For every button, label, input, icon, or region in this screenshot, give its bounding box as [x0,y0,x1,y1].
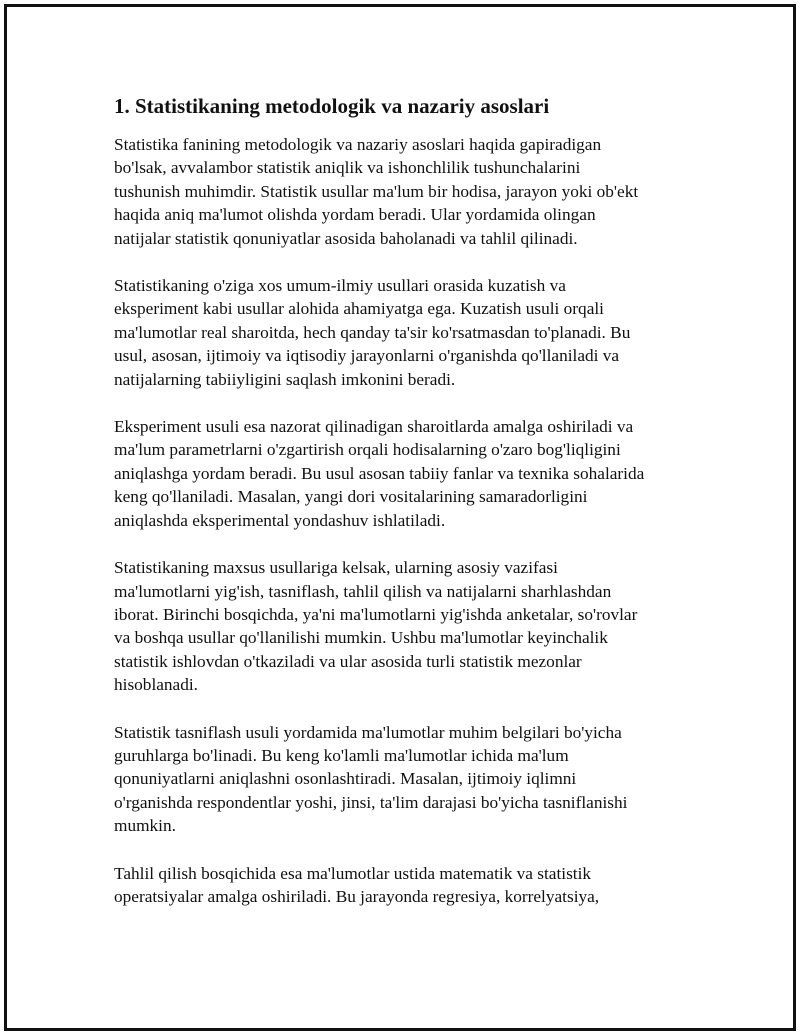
document-content [114,93,689,932]
text-line: aniqlashda eksperimental yondashuv ishlatiladi. [114,510,446,530]
text-line: haqida aniq ma'lumot olishda yordam beradi. Ular yordamida olingan [114,205,596,225]
text-line: operatsiyalar amalga oshiriladi. Bu jarayonda regresiya, korrelyatsiya, [114,886,600,906]
paragraph-4 [114,556,689,696]
text-line: mumkin. [114,816,176,836]
text-line: natijalar statistik qonuniyatlar asosida baholanadi va tahlil qilinadi. [114,228,578,248]
text-line: Eksperiment usuli esa nazorat qilinadigan sharoitlarda amalga oshiriladi va [114,417,634,437]
text-line: Statistikaning maxsus usullariga kelsak, ularning asosiy vazifasi [114,558,558,578]
text-line: natijalarning tabiiyligini saqlash imkonini beradi. [114,369,456,389]
paragraph-1 [114,133,689,250]
text-line: Statistikaning o'ziga xos umum-ilmiy usullari orasida kuzatish va [114,276,566,296]
text-line: ma'lumotlarni yig'ish, tasniflash, tahlil qilish va natijalarni sharhlashdan [114,581,612,601]
text-line: Tahlil qilish bosqichida esa ma'lumotlar ustida matematik va statistik [114,863,592,883]
text-line: statistik ishlovdan o'tkaziladi va ular asosida turli statistik mezonlar [114,651,582,671]
text-line: iborat. Birinchi bosqichda, ya'ni ma'lumotlarni yig'ishda anketalar, so'rovlar [114,604,638,624]
text-line: Statistika fanining metodologik va nazariy asoslari haqida gapiradigan [114,135,602,154]
text-line: aniqlashga yordam beradi. Bu usul asosan tabiiy fanlar va texnika sohalarida [114,463,645,483]
text-line: keng qo'llaniladi. Masalan, yangi dori vositalarining samaradorligini [114,487,588,507]
paragraph-2 [114,274,689,391]
text-line: va boshqa usullar qo'llanilishi mumkin. Ushbu ma'lumotlar keyinchalik [114,628,608,648]
text-line: o'rganishda respondentlar yoshi, jinsi, ta'lim darajasi bo'yicha tasniflanishi [114,792,628,812]
text-line: guruhlarga bo'linadi. Bu keng ko'lamli ma'lumotlar ichida ma'lum [114,745,569,765]
section-heading: 1. Statistikaning metodologik va nazariy asoslari [114,94,550,118]
text-line: usul, asosan, ijtimoiy va iqtisodiy jarayonlarni o'rganishda qo'llaniladi va [114,346,620,366]
text-line: bo'lsak, avvalambor statistik aniqlik va ishonchlilik tushunchalarini [114,158,581,178]
text-line: qonuniyatlarni aniqlashni osonlashtiradi. Masalan, ijtimoiy iqlimni [114,769,577,789]
text-line: ma'lum parametrlarni o'zgartirish orqali hodisalarning o'zaro bog'liqligini [114,440,621,460]
text-line: tushunish muhimdir. Statistik usullar ma'lum bir hodisa, jarayon yoki ob'ekt [114,181,639,201]
paragraph-6 [114,862,689,909]
text-line: ma'lumotlar real sharoitda, hech qanday ta'sir ko'rsatmasdan to'planadi. Bu [114,322,631,342]
text-line: hisoblanadi. [114,675,198,695]
text-line: Statistik tasniflash usuli yordamida ma'lumotlar muhim belgilari bo'yicha [114,722,622,742]
paragraphs-container [114,133,689,908]
text-line: eksperiment kabi usullar alohida ahamiyatga ega. Kuzatish usuli orqali [114,299,604,319]
paragraph-3 [114,415,689,532]
paragraph-5 [114,721,689,838]
